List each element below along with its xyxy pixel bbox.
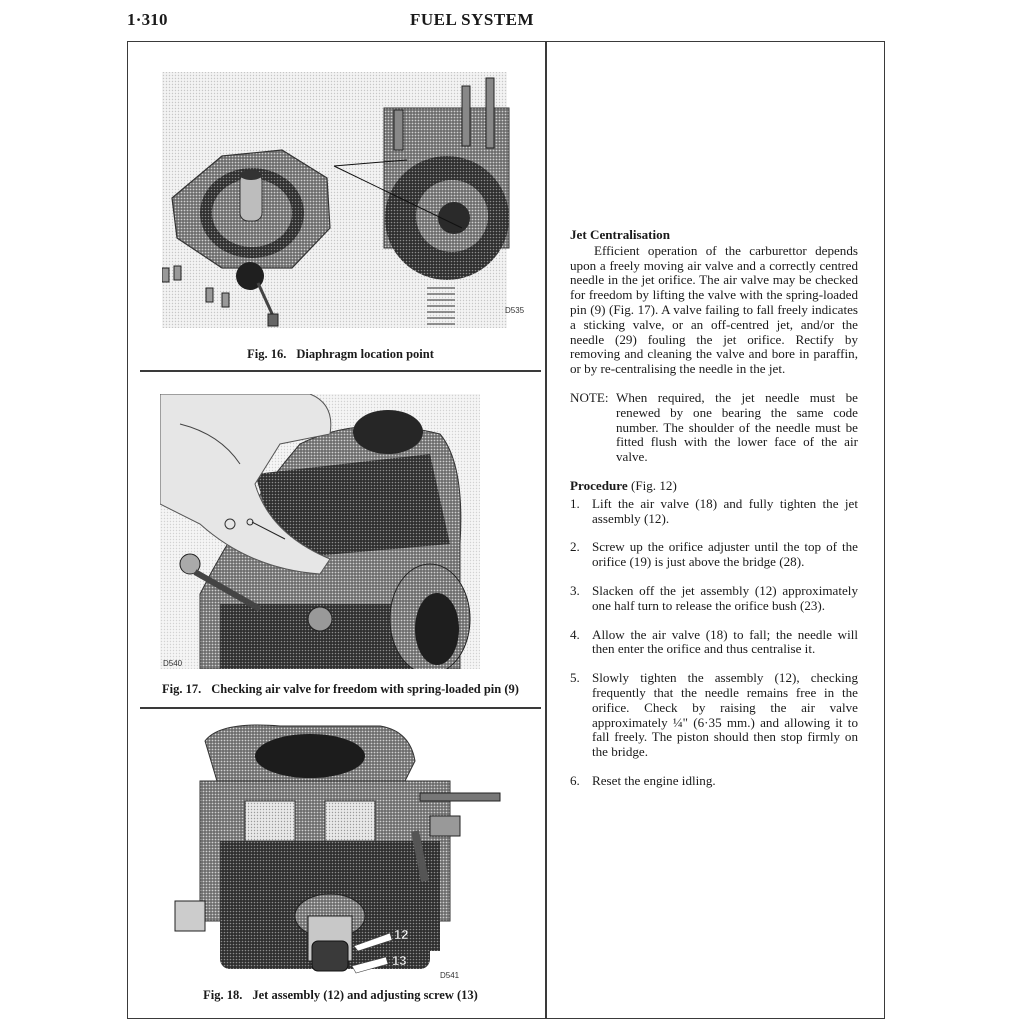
callout-13: 13 — [392, 953, 407, 968]
running-title: FUEL SYSTEM — [410, 10, 535, 29]
figure-caption — [140, 988, 541, 1003]
step-number: 2. — [570, 539, 580, 555]
procedure-step — [570, 540, 858, 570]
figure-number: Fig. 18. — [203, 988, 243, 1002]
callout-12: 12 — [394, 927, 409, 942]
step-text: Reset the engine idling. — [592, 772, 716, 788]
plate-code: D541 — [440, 971, 460, 980]
procedure-step — [570, 584, 858, 614]
step-text: Slowly tighten the assembly (12), checking frequently that the needle remains free in the orifice. Check by raising the air valve approximately ¼" (6·35 mm.) and allowing it to fall freely. The piston should then stop firmly on the bridge. — [592, 670, 858, 760]
procedure-step — [570, 497, 858, 527]
section-heading: Jet Centralisation — [570, 227, 671, 242]
figure-caption-text: Jet assembly (12) and adjusting screw (13) — [252, 988, 478, 1002]
step-number: 4. — [570, 626, 580, 642]
step-number: 1. — [570, 495, 580, 511]
figure-number: Fig. 17. — [162, 682, 202, 696]
step-text: Lift the air valve (18) and fully tighten the jet assembly (12). — [592, 495, 858, 526]
procedure-step — [570, 671, 858, 760]
figure-caption — [140, 682, 541, 697]
step-text: Allow the air valve (18) to fall; the needle will then enter the orifice and thus centralise it. — [592, 626, 858, 657]
step-number: 5. — [570, 670, 580, 686]
step-text: Screw up the orifice adjuster until the top of the orifice (19) is just above the bridge (28). — [592, 539, 858, 570]
figure-caption-text: Checking air valve for freedom with spring-loaded pin (9) — [211, 682, 519, 696]
text-column — [570, 228, 858, 803]
procedure-steps — [570, 497, 858, 789]
procedure-step — [570, 774, 858, 789]
column-divider — [545, 41, 547, 1019]
page-number: 1·310 — [127, 10, 168, 29]
procedure-step — [570, 628, 858, 658]
intro-paragraph: Efficient operation of the carburettor depends upon a freely moving air valve and a correctly centred needle in the jet orifice. The air valve may be checked for freedom by lifting the valve with the spring-loaded pin (9) (Fig. 17). A valve failing to fall freely indicates a sticking valve, or an off-centred jet, and/or the needle (29) fouling the jet orifice. Rectify by removing and cleaning the valve and bore in paraffin, or by re-centralising the needle in the jet. — [570, 242, 858, 377]
note-text: When required, the jet needle must be renewed by one bearing the same code number. The shoulder of the needle must be fitted flush with the lower face of the air valve. — [616, 389, 858, 465]
procedure-heading — [570, 479, 858, 494]
plate-code: D540 — [163, 659, 183, 668]
step-number: 6. — [570, 772, 580, 788]
figure-caption — [140, 347, 541, 362]
diaphragm-photo — [162, 68, 525, 330]
procedure-title: Procedure — [570, 477, 628, 493]
figure-17 — [140, 372, 541, 707]
figure-number: Fig. 16. — [247, 347, 287, 361]
step-text: Slacken off the jet assembly (12) approximately one half turn to release the orifice bush (23). — [592, 582, 858, 613]
jet-assembly-photo — [160, 721, 520, 981]
procedure-figure-ref: (Fig. 12) — [630, 477, 677, 493]
step-number: 3. — [570, 582, 580, 598]
figure-18 — [140, 709, 541, 1019]
note-label: NOTE: — [570, 389, 609, 405]
figure-16 — [140, 60, 541, 370]
air-valve-check-photo — [160, 394, 520, 669]
note-block — [570, 391, 858, 465]
figure-caption-text: Diaphragm location point — [296, 347, 434, 361]
plate-code: D535 — [505, 306, 525, 315]
